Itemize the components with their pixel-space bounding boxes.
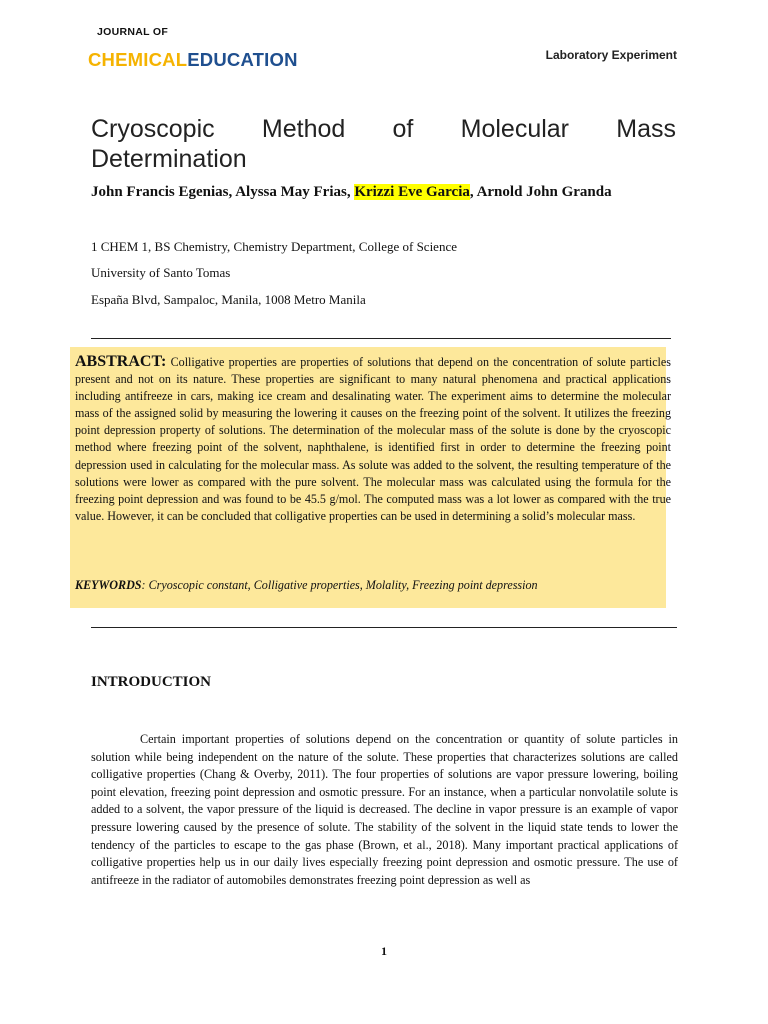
journal-name-education: EDUCATION	[187, 49, 298, 70]
introduction-paragraph: Certain important properties of solutions depend on the concentration or quantity of solute particles in solution while being independent on the nature of the solute. These properties that characterizes solutions are called colligative properties (Chang & Overby, 2011). The four properties of solutions are vapor pressure lowering, boiling point elevation, freezing point depression and osmotic pressure. For an instance, when a particular nonvolatile solute is added to a solvent, the vapor pressure of the liquid is decreased. The decline in vapor pressure is an example of vapor pressure lowering caused by the presence of solute. The stability of the solvent in the liquid state tends to lower the tendency of the particles to escape to the gas phase (Brown, et al., 2018). Many important practical applications of colligative properties help us in our daily lives especially freezing point depression and osmotic pressure. The use of antifreeze in the radiator of automobiles demonstrates freezing point depression as well as	[91, 732, 678, 887]
abstract-body: Colligative properties are properties of solutions that depend on the concentration of solute particles present and not on its nature. These properties are significant to many natural phenomena and practical applications including antifreeze in cars, making ice cream and desalinating water. The experiment aims to determine the molecular mass of the assigned solid by measuring the lowering it causes on the freezing point of the solvent. It utilizes the freezing point depression property of solutions. The determination of the molecular mass of the solute is done by the cryoscopic method where freezing point of the solvent, naphthalene, is identified first in order to determine the freezing point depression used in calculating for the molecular mass. As solute was added to the solvent, the resulting temperature of the solutions were lower as compared with the pure solvent. The molecular mass was calculated using the formula for the freezing point depression and was found to be 45.5 g/mol. The computed mass was a lot lower as compared with the true value. However, it can be concluded that colligative properties can be used in determining a solid’s molecular mass.	[75, 355, 671, 523]
introduction-heading: INTRODUCTION	[91, 674, 212, 690]
section-label: Laboratory Experiment	[545, 48, 677, 62]
paper-title: Cryoscopic Method of Molecular Mass Determination	[91, 115, 676, 173]
keywords-list: : Cryoscopic constant, Colligative properties, Molality, Freezing point depression	[141, 578, 538, 592]
keywords	[75, 577, 671, 594]
abstract	[75, 353, 671, 525]
keywords-label: KEYWORDS	[75, 578, 142, 592]
affiliation-line-3: España Blvd, Sampaloc, Manila, 1008 Metro Manila	[91, 292, 366, 307]
highlighted-author: Krizzi Eve Garcia	[354, 184, 470, 200]
journal-name-chemical: CHEMICAL	[88, 49, 188, 70]
authors-part-2: , Arnold John Granda	[469, 184, 612, 200]
journal-label: JOURNAL OF	[97, 26, 169, 38]
page-number: 1	[381, 944, 387, 958]
author-list	[91, 184, 612, 201]
divider-top	[91, 338, 671, 339]
affiliation-line-1: 1 CHEM 1, BS Chemistry, Chemistry Department, College of Science	[91, 239, 457, 254]
abstract-heading: ABSTRACT:	[75, 353, 167, 370]
divider-bottom	[91, 627, 677, 628]
authors-part-1: John Francis Egenias, Alyssa May Frias,	[91, 184, 355, 200]
affiliation-line-2: University of Santo Tomas	[91, 265, 231, 280]
journal-logo	[88, 49, 298, 71]
